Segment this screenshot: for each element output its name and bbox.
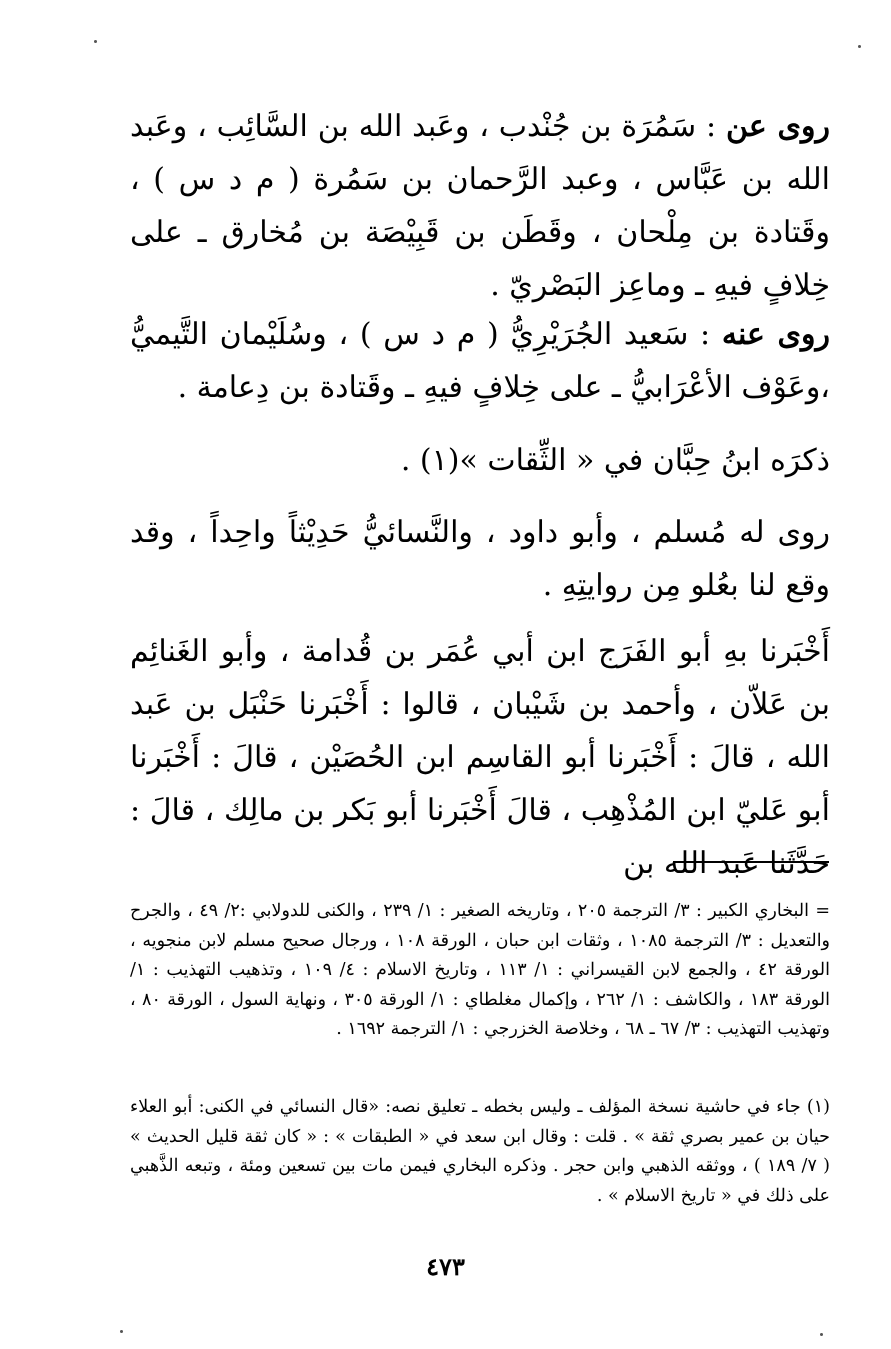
scan-speck	[858, 45, 861, 48]
narrated-from-lead: روى عن	[726, 109, 830, 144]
narrated-from-paragraph	[130, 100, 830, 312]
narrated-by-lead: روى عنه	[721, 317, 830, 352]
narrated-by-text: : سَعيد الجُرَيْرِيُّ ( م د س ) ، وسُلَيْمان التَّيميُّ ،وعَوْف الأعْرَابيُّ ـ على خِلافٍ فيهِ ـ وقَتادة بن دِعامة .	[130, 317, 830, 405]
footnote-1: (١) جاء في حاشية نسخة المؤلف ـ وليس بخطه ـ تعليق نصه: «قال النسائي في الكنى: أبو العلاء حيان بن عمير بصري ثقة » . قلت : وقال ابن سعد في « الطبقات » : « كان ثقة قليل الحديث » ( ٧/ ١٨٩ ) ، ووثقه الذهبي وابن حجر . وذكره البخاري فيمن مات بين تسعين ومئة ، وتبعه الذَّهبي على ذلك في « تاريخ الاسلام » .	[130, 1097, 830, 1206]
scan-speck	[94, 40, 97, 43]
narrated-for-paragraph: روى له مُسلم ، وأبو داود ، والنَّسائيُّ حَدِيْثاً واحِداً ، وقد وقع لنا بعُلو مِن روايتِهِ .	[130, 515, 830, 603]
scan-speck	[820, 1333, 823, 1336]
scan-speck	[120, 1330, 123, 1333]
narrated-by-paragraph	[130, 308, 830, 414]
isnad-paragraph: أَخْبَرنا بهِ أبو الفَرَج ابن أبي عُمَر بن قُدامة ، وأبو الغَنائِم بن عَلاّن ، وأحمد بن شَيْبان ، قالوا : أَخْبَرنا حَنْبَل بن عَبد الله ، قالَ : أَخْبَرنا أبو القاسِم ابن الحُصَيْن ، قالَ : أَخْبَرنا أبو عَليّ ابن المُذْهِب ، قالَ أَخْبَرنا أبو بَكر بن مالِك ، قالَ : حَدَّثَنا عَبد الله بن	[130, 634, 830, 881]
footnote-separator	[673, 861, 829, 863]
thiqat-paragraph: ذكرَه ابنُ حِبَّان في « الثِّقات »(١) .	[400, 443, 830, 478]
narrated-from-text: : سَمُرَة بن جُنْدب ، وعَبد الله بن السَّائِب ، وعَبد الله بن عَبَّاس ، وعبد الرَّحمان بن سَمُرة ( م د س ) ، وقَتادة بن مِلْحان ، وقَطَن بن قَبِيْصَة بن مُخارق ـ على خِلافٍ فيهِ ـ وماعِز البَصْريّ .	[130, 109, 830, 303]
footnote-continuation: = البخاري الكبير : ٣/ الترجمة ٢٠٥ ، وتاريخه الصغير : ١/ ٢٣٩ ، والكنى للدولابي :٢/ ٤٩ ، والجرح والتعديل : ٣/ الترجمة ١٠٨٥ ، وثقات ابن حبان ، الورقة ١٠٨ ، ورجال صحيح مسلم لابن منجويه ، الورقة ٤٢ ، والجمع لابن القيسراني : ١/ ١١٣ ، وتاريخ الاسلام : ٤/ ١٠٩ ، وتذهيب التهذيب : ١/ الورقة ١٨٣ ، والكاشف : ١/ ٢٦٢ ، وإكمال مغلطاي : ١/ الورقة ٣٠٥ ، ونهاية السول ، الورقة ٨٠ ، وتهذيب التهذيب : ٣/ ٦٧ ـ ٦٨ ، وخلاصة الخزرجي : ١/ الترجمة ١٦٩٢ .	[130, 901, 831, 1039]
page-number: ٤٧٣	[426, 1252, 465, 1281]
